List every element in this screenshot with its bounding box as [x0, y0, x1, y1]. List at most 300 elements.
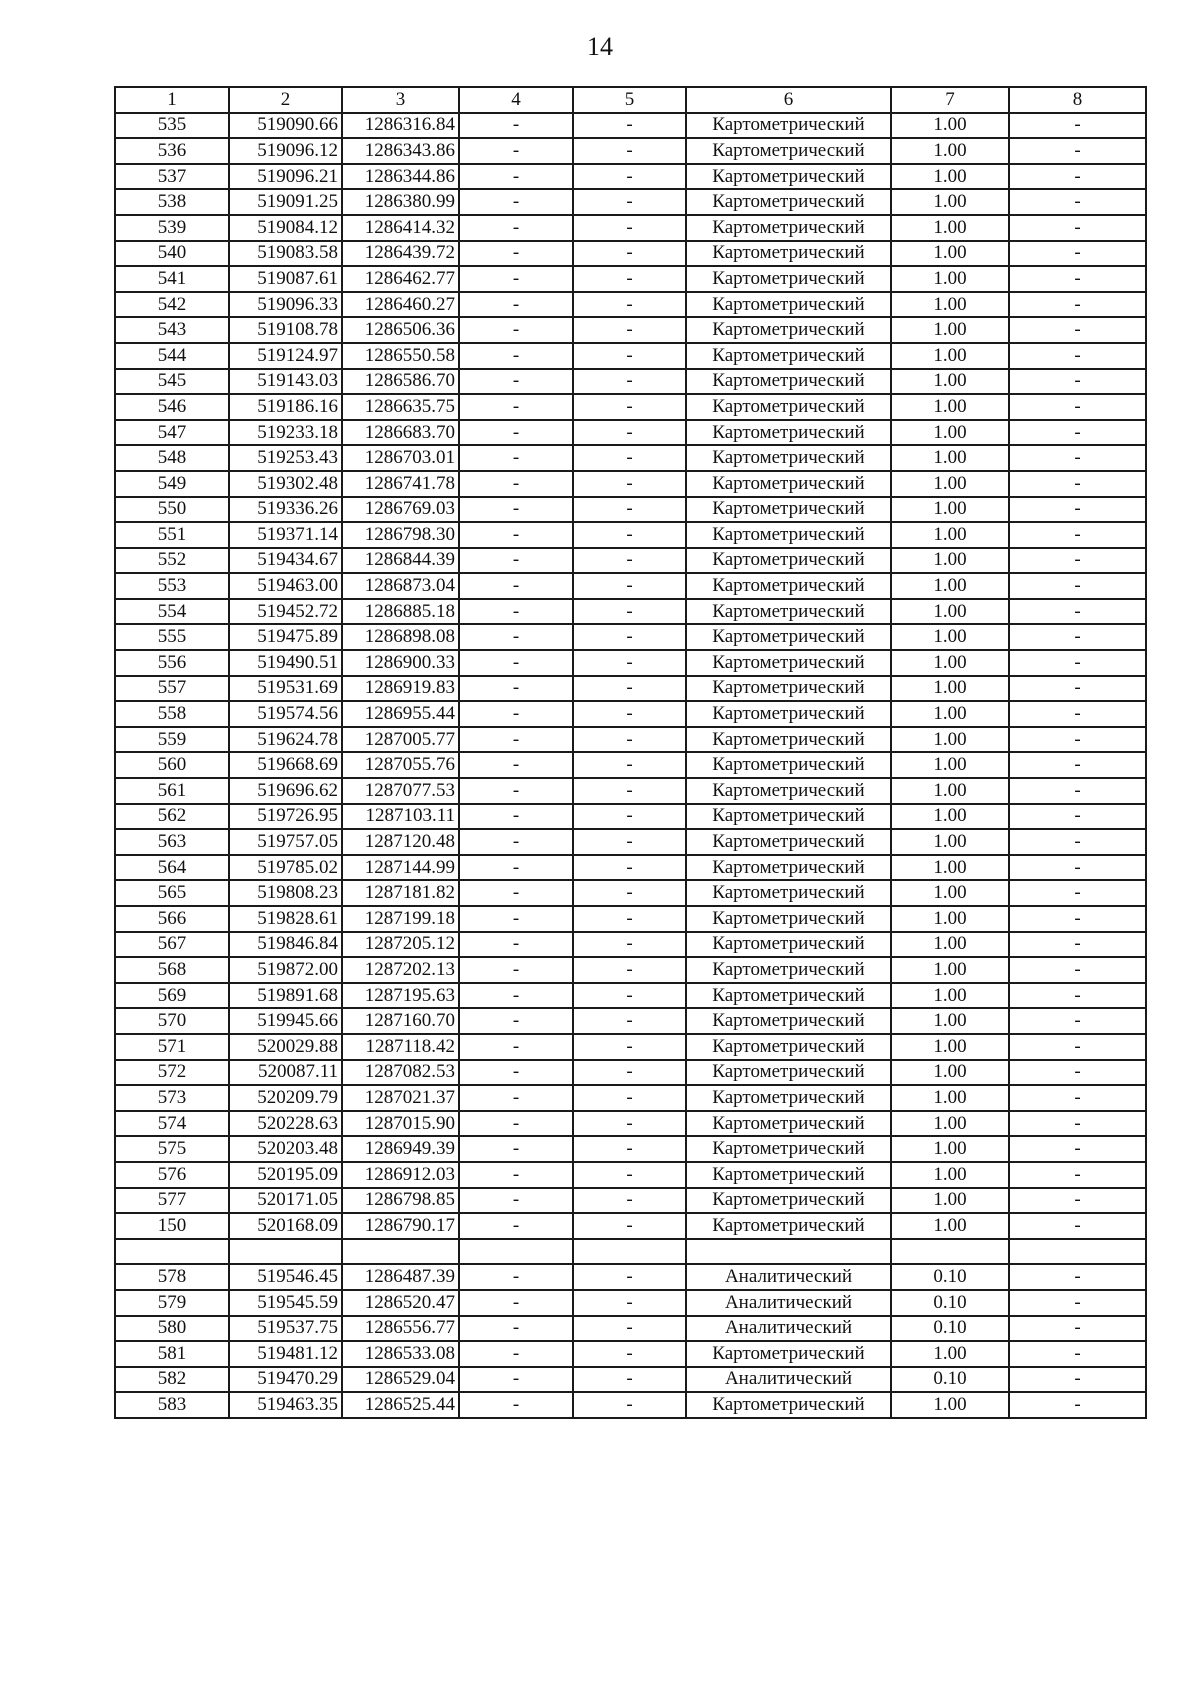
table-cell: -	[573, 445, 686, 471]
table-cell: -	[1009, 1367, 1146, 1393]
table-cell: 1.00	[891, 471, 1009, 497]
table-cell: 0.10	[891, 1264, 1009, 1290]
table-cell: -	[1009, 1341, 1146, 1367]
table-cell: 1286506.36	[342, 317, 459, 343]
table-cell: 1286462.77	[342, 266, 459, 292]
column-header: 7	[891, 87, 1009, 113]
table-cell: 557	[115, 676, 229, 702]
table-cell: -	[1009, 369, 1146, 395]
table-cell: 519624.78	[229, 727, 342, 753]
table-cell: -	[1009, 1060, 1146, 1086]
table-cell: -	[459, 420, 573, 446]
table-cell: 1.00	[891, 1213, 1009, 1239]
table-cell: Картометрический	[686, 983, 891, 1009]
column-header: 8	[1009, 87, 1146, 113]
table-cell: 1.00	[891, 804, 1009, 830]
table-cell: 549	[115, 471, 229, 497]
table-cell: 1286683.70	[342, 420, 459, 446]
table-cell: -	[459, 752, 573, 778]
table-cell: -	[573, 471, 686, 497]
table-cell: -	[459, 1008, 573, 1034]
table-cell: 1287144.99	[342, 855, 459, 881]
table-cell: 556	[115, 650, 229, 676]
table-row	[115, 369, 1146, 395]
table-cell: -	[573, 1034, 686, 1060]
table-row	[115, 1264, 1146, 1290]
table-cell: -	[1009, 317, 1146, 343]
table-cell	[115, 1239, 229, 1265]
table-cell: 1.00	[891, 1188, 1009, 1214]
coordinates-table	[114, 86, 1147, 1419]
table-cell: 519726.95	[229, 804, 342, 830]
table-cell: Картометрический	[686, 420, 891, 446]
table-cell: -	[1009, 445, 1146, 471]
table-cell: -	[573, 317, 686, 343]
table-cell: Картометрический	[686, 906, 891, 932]
table-cell: -	[1009, 1111, 1146, 1137]
table-cell: 1286316.84	[342, 113, 459, 139]
table-cell: -	[1009, 241, 1146, 267]
table-row	[115, 1162, 1146, 1188]
table-cell: Картометрический	[686, 113, 891, 139]
table-cell: 570	[115, 1008, 229, 1034]
table-cell: -	[1009, 727, 1146, 753]
table-cell: 546	[115, 394, 229, 420]
table-cell: -	[459, 113, 573, 139]
table-row	[115, 471, 1146, 497]
table-cell: 540	[115, 241, 229, 267]
table-row	[115, 292, 1146, 318]
table-cell: -	[1009, 829, 1146, 855]
table-cell: -	[573, 650, 686, 676]
table-cell: -	[459, 829, 573, 855]
table-cell: 1.00	[891, 1341, 1009, 1367]
table-cell: 548	[115, 445, 229, 471]
table-row	[115, 1111, 1146, 1137]
table-cell: 519463.35	[229, 1392, 342, 1418]
table-cell: 1.00	[891, 1060, 1009, 1086]
table-cell: -	[1009, 1392, 1146, 1418]
table-cell: 577	[115, 1188, 229, 1214]
table-row	[115, 317, 1146, 343]
table-row	[115, 1341, 1146, 1367]
table-cell: 1.00	[891, 113, 1009, 139]
table-cell: 538	[115, 189, 229, 215]
table-cell: Картометрический	[686, 624, 891, 650]
table-cell: 1286414.32	[342, 215, 459, 241]
table-cell: -	[573, 1111, 686, 1137]
table-cell: -	[573, 1213, 686, 1239]
page-number: 14	[587, 32, 613, 61]
table-cell: Картометрический	[686, 880, 891, 906]
table-cell: Картометрический	[686, 548, 891, 574]
table-cell: 519434.67	[229, 548, 342, 574]
table-cell: 519537.75	[229, 1316, 342, 1342]
table-cell: 1.00	[891, 1008, 1009, 1034]
table-cell: 571	[115, 1034, 229, 1060]
table-row	[115, 1188, 1146, 1214]
table-cell: -	[459, 804, 573, 830]
table-cell: 563	[115, 829, 229, 855]
table-row	[115, 1136, 1146, 1162]
table-cell: 519096.21	[229, 164, 342, 190]
table-cell: -	[459, 471, 573, 497]
table-cell: -	[459, 1162, 573, 1188]
table-cell: Картометрический	[686, 1008, 891, 1034]
table-cell: Картометрический	[686, 650, 891, 676]
table-cell	[686, 1239, 891, 1265]
table-cell	[573, 1239, 686, 1265]
table-cell: -	[459, 1341, 573, 1367]
table-cell: 1287202.13	[342, 957, 459, 983]
table-cell: 1287120.48	[342, 829, 459, 855]
table-cell: -	[1009, 471, 1146, 497]
table-cell: 566	[115, 906, 229, 932]
table-cell: -	[459, 266, 573, 292]
table-cell: -	[459, 1188, 573, 1214]
table-cell: 0.10	[891, 1290, 1009, 1316]
table-cell: 1.00	[891, 164, 1009, 190]
table-row	[115, 1060, 1146, 1086]
table-cell: -	[459, 650, 573, 676]
table-cell: 1.00	[891, 880, 1009, 906]
table-cell: 0.10	[891, 1367, 1009, 1393]
table-cell: 1286885.18	[342, 599, 459, 625]
table-row	[115, 573, 1146, 599]
table-cell: -	[459, 880, 573, 906]
table-cell: 1287205.12	[342, 932, 459, 958]
table-cell: -	[573, 1136, 686, 1162]
table-cell: -	[459, 548, 573, 574]
table-cell: Картометрический	[686, 292, 891, 318]
table-cell: 551	[115, 522, 229, 548]
table-cell: 1286790.17	[342, 1213, 459, 1239]
table-cell: 519336.26	[229, 497, 342, 523]
table-cell: -	[573, 727, 686, 753]
table-cell: 552	[115, 548, 229, 574]
table-cell: 519945.66	[229, 1008, 342, 1034]
table-cell: -	[573, 906, 686, 932]
table-cell: Картометрический	[686, 1085, 891, 1111]
table-cell: 519872.00	[229, 957, 342, 983]
table-cell: -	[573, 1060, 686, 1086]
table-cell: -	[573, 829, 686, 855]
table-row	[115, 266, 1146, 292]
table-cell: -	[573, 548, 686, 574]
table-cell: -	[459, 1136, 573, 1162]
table-cell: 519143.03	[229, 369, 342, 395]
table-cell: 1.00	[891, 138, 1009, 164]
table-cell: 567	[115, 932, 229, 958]
table-cell: -	[1009, 1085, 1146, 1111]
table-cell: -	[1009, 1162, 1146, 1188]
table-cell: -	[459, 1367, 573, 1393]
table-cell: -	[573, 1392, 686, 1418]
table-cell: -	[459, 522, 573, 548]
table-cell: -	[459, 1213, 573, 1239]
table-cell: 1.00	[891, 1111, 1009, 1137]
table-cell: 1286703.01	[342, 445, 459, 471]
table-cell: Аналитический	[686, 1316, 891, 1342]
table-cell: -	[573, 624, 686, 650]
table-cell: -	[573, 983, 686, 1009]
table-cell: 1286900.33	[342, 650, 459, 676]
table-cell: 519668.69	[229, 752, 342, 778]
table-cell: -	[573, 1290, 686, 1316]
table-cell: 1.00	[891, 727, 1009, 753]
table-cell	[1009, 1239, 1146, 1265]
table-cell: 1.00	[891, 445, 1009, 471]
table-cell: -	[573, 1341, 686, 1367]
table-cell: -	[573, 1162, 686, 1188]
table-cell: -	[573, 241, 686, 267]
table-cell: Картометрический	[686, 855, 891, 881]
table-cell: -	[459, 957, 573, 983]
table-cell: 544	[115, 343, 229, 369]
table-cell: 0.10	[891, 1316, 1009, 1342]
table-cell: 519828.61	[229, 906, 342, 932]
table-cell: -	[573, 1085, 686, 1111]
table-cell: -	[573, 189, 686, 215]
table-cell: Картометрический	[686, 394, 891, 420]
table-cell: 568	[115, 957, 229, 983]
table-row	[115, 1008, 1146, 1034]
table-cell: 519084.12	[229, 215, 342, 241]
table-cell: 1.00	[891, 957, 1009, 983]
table-cell: 1.00	[891, 906, 1009, 932]
table-cell: -	[573, 701, 686, 727]
table-cell: Картометрический	[686, 932, 891, 958]
table-cell: Картометрический	[686, 1162, 891, 1188]
table-cell: 1.00	[891, 189, 1009, 215]
table-cell: 1.00	[891, 497, 1009, 523]
table-row	[115, 1213, 1146, 1239]
table-cell: -	[573, 573, 686, 599]
table-cell: 1.00	[891, 1136, 1009, 1162]
table-cell: 520171.05	[229, 1188, 342, 1214]
table-cell: 569	[115, 983, 229, 1009]
table-cell: Картометрический	[686, 701, 891, 727]
table-cell: 1.00	[891, 1392, 1009, 1418]
table-cell: 519696.62	[229, 778, 342, 804]
table-cell: -	[1009, 880, 1146, 906]
table-cell: 1286439.72	[342, 241, 459, 267]
table-cell	[891, 1239, 1009, 1265]
table-row	[115, 983, 1146, 1009]
table-cell: -	[1009, 1290, 1146, 1316]
table-cell: -	[1009, 1188, 1146, 1214]
table-cell: Картометрический	[686, 138, 891, 164]
table-cell: 1287199.18	[342, 906, 459, 932]
table-cell: -	[573, 957, 686, 983]
table-row	[115, 1392, 1146, 1418]
table-row	[115, 241, 1146, 267]
table-cell: -	[573, 1008, 686, 1034]
table-cell: 539	[115, 215, 229, 241]
table-cell: -	[459, 1111, 573, 1137]
table-cell: -	[1009, 394, 1146, 420]
table-cell: -	[573, 394, 686, 420]
table-cell: 519463.00	[229, 573, 342, 599]
table-cell: 1286873.04	[342, 573, 459, 599]
table-cell: -	[573, 164, 686, 190]
table-row	[115, 1367, 1146, 1393]
table-cell: -	[459, 573, 573, 599]
table-cell: -	[573, 215, 686, 241]
table-cell: 519808.23	[229, 880, 342, 906]
table-cell: 1286343.86	[342, 138, 459, 164]
table-cell: Картометрический	[686, 676, 891, 702]
table-cell: 520209.79	[229, 1085, 342, 1111]
table-row	[115, 1034, 1146, 1060]
table-cell: -	[459, 932, 573, 958]
table-cell: -	[459, 394, 573, 420]
table-cell: -	[459, 676, 573, 702]
table-cell: 1.00	[891, 752, 1009, 778]
table-cell: 1.00	[891, 701, 1009, 727]
table-cell: -	[459, 138, 573, 164]
table-cell: -	[573, 1264, 686, 1290]
table-row	[115, 497, 1146, 523]
table-cell: -	[1009, 599, 1146, 625]
table-cell: -	[1009, 983, 1146, 1009]
table-cell: 1286550.58	[342, 343, 459, 369]
table-cell: Картометрический	[686, 727, 891, 753]
table-cell: -	[1009, 752, 1146, 778]
table-cell: 1287181.82	[342, 880, 459, 906]
table-cell: 1287005.77	[342, 727, 459, 753]
table-cell: Картометрический	[686, 1213, 891, 1239]
table-cell: -	[459, 445, 573, 471]
table-cell: -	[459, 1085, 573, 1111]
table-cell: 1.00	[891, 266, 1009, 292]
table-cell: -	[459, 727, 573, 753]
table-cell: 573	[115, 1085, 229, 1111]
table-cell: Картометрический	[686, 599, 891, 625]
table-cell: 1287055.76	[342, 752, 459, 778]
table-cell: 558	[115, 701, 229, 727]
table-row	[115, 522, 1146, 548]
table-cell: Картометрический	[686, 266, 891, 292]
table-cell: -	[459, 906, 573, 932]
table-cell: -	[459, 1290, 573, 1316]
table-cell: 519233.18	[229, 420, 342, 446]
table-row	[115, 804, 1146, 830]
table-cell: 1287021.37	[342, 1085, 459, 1111]
table-cell: 582	[115, 1367, 229, 1393]
table-cell: 1.00	[891, 829, 1009, 855]
table-cell: -	[459, 369, 573, 395]
table-row	[115, 701, 1146, 727]
table-cell: Картометрический	[686, 189, 891, 215]
table-cell: 1.00	[891, 548, 1009, 574]
table-cell: Картометрический	[686, 369, 891, 395]
table-cell: 519470.29	[229, 1367, 342, 1393]
table-cell: -	[459, 778, 573, 804]
table-cell: -	[573, 369, 686, 395]
table-cell: 519475.89	[229, 624, 342, 650]
table-row	[115, 189, 1146, 215]
table-cell: 578	[115, 1264, 229, 1290]
table-cell: -	[1009, 778, 1146, 804]
table-cell: Картометрический	[686, 1034, 891, 1060]
table-cell: Картометрический	[686, 445, 891, 471]
table-cell: -	[459, 164, 573, 190]
table-cell: -	[573, 113, 686, 139]
table-cell: 520228.63	[229, 1111, 342, 1137]
table-cell: Картометрический	[686, 1341, 891, 1367]
table-cell: 520168.09	[229, 1213, 342, 1239]
table-cell: -	[1009, 420, 1146, 446]
column-header: 4	[459, 87, 573, 113]
table-cell: -	[1009, 573, 1146, 599]
table-cell: 1286955.44	[342, 701, 459, 727]
table-cell: -	[573, 343, 686, 369]
table-cell: -	[573, 522, 686, 548]
table-cell: 575	[115, 1136, 229, 1162]
table-cell: 1286533.08	[342, 1341, 459, 1367]
table-cell: Аналитический	[686, 1264, 891, 1290]
table-cell: 1286898.08	[342, 624, 459, 650]
table-cell: 1.00	[891, 778, 1009, 804]
table-cell: -	[573, 932, 686, 958]
table-cell: -	[459, 1316, 573, 1342]
table-cell: -	[1009, 1316, 1146, 1342]
table-cell: -	[1009, 266, 1146, 292]
table-cell: 542	[115, 292, 229, 318]
table-cell: -	[1009, 1213, 1146, 1239]
table-cell: 519846.84	[229, 932, 342, 958]
table-cell: 547	[115, 420, 229, 446]
table-cell: -	[459, 343, 573, 369]
table-cell: -	[573, 1316, 686, 1342]
table-cell: -	[1009, 215, 1146, 241]
table-cell: 519546.45	[229, 1264, 342, 1290]
column-header: 5	[573, 87, 686, 113]
table-cell: 1.00	[891, 1034, 1009, 1060]
table-cell: 581	[115, 1341, 229, 1367]
table-cell: 519096.33	[229, 292, 342, 318]
table-cell: 553	[115, 573, 229, 599]
table-cell: -	[459, 241, 573, 267]
table-cell: -	[459, 983, 573, 1009]
table-cell: Картометрический	[686, 471, 891, 497]
table-cell: 519083.58	[229, 241, 342, 267]
table-cell: 1.00	[891, 394, 1009, 420]
column-header: 3	[342, 87, 459, 113]
table-cell: 520087.11	[229, 1060, 342, 1086]
table-cell: 537	[115, 164, 229, 190]
column-header: 1	[115, 87, 229, 113]
table-cell: 1.00	[891, 369, 1009, 395]
table-cell: 519091.25	[229, 189, 342, 215]
table-header-row	[115, 87, 1146, 113]
table-cell: 519096.12	[229, 138, 342, 164]
table-cell: 519481.12	[229, 1341, 342, 1367]
table-row	[115, 138, 1146, 164]
table-cell: 519253.43	[229, 445, 342, 471]
table-cell: -	[459, 189, 573, 215]
table-cell: 1287103.11	[342, 804, 459, 830]
table-cell: Картометрический	[686, 1136, 891, 1162]
table-cell: -	[573, 804, 686, 830]
table-cell: 520029.88	[229, 1034, 342, 1060]
table-cell: 543	[115, 317, 229, 343]
table-cell: Картометрический	[686, 1188, 891, 1214]
table-row	[115, 164, 1146, 190]
table-cell: 583	[115, 1392, 229, 1418]
table-cell: 555	[115, 624, 229, 650]
